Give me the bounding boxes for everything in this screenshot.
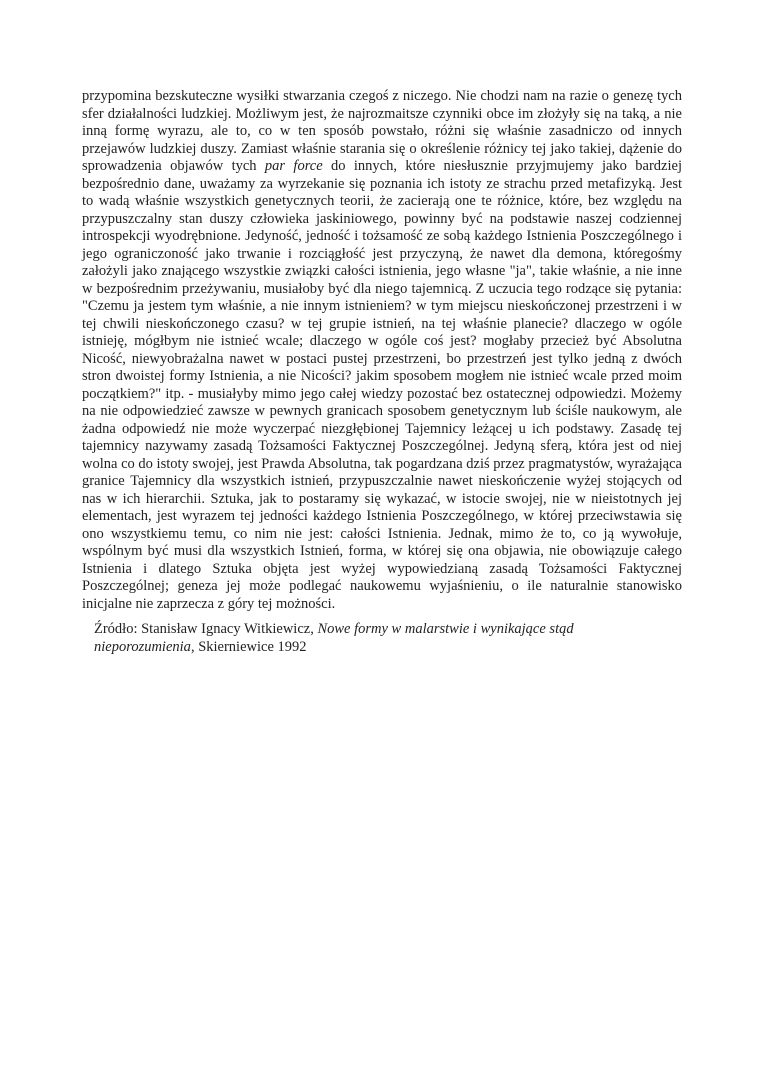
body-text-part2: do innych, które niesłusznie przyjmujemy jako bardziej bezpośrednio dane, uważamy za wyrzekanie się poznania ich istoty ze strachu przed metafizyką. Jest to wadą właśnie wszystkich genetycznych teorii, że zacierają one te różnice, które, bez względu na przypuszczalny stan duszy człowieka jaskiniowego, powinny być na podstawie naszej codziennej introspekcji wyodrębnione. Jedyność, jedność i tożsamość ze sobą każdego Istnienia Poszczególnego i jego ograniczoność jako trwanie i rozciągłość jest przyczyną, że nawet dla demona, któregośmy założyli jako znającego wszystkie związki całości istnienia, jego własne "ja", takie właśnie, a nie inne w bezpośrednim przeżywaniu, musiałoby być dla niego tajemnicą. Z uczucia tego rodzące się pytania: "Czemu ja jestem tym właśnie, a nie innym istnieniem? w tym miejscu nieskończonej przestrzeni i w tej chwili nieskończonego czasu? w tej grupie istnień, na tej właśnie planecie? dlaczego w ogóle istnieję, mógłbym nie istnieć wcale; dlaczego w ogóle coś jest? mogłaby przecież być Absolutna Nicość, niewyobrażalna nawet w postaci pustej przestrzeni, bo przestrzeń jest tylko jedną z dwóch stron dwoistej formy Istnienia, a nie Nicości? jakim sposobem mogłem nie istnieć wcale przed moim początkiem?" itp. - musiałyby mimo jego całej wiedzy pozostać bez ostatecznej odpowiedzi. Możemy na nie odpowiedzieć zawsze w pewnych granicach sposobem genetycznym lub ściśle naukowym, ale żadna odpowiedź nie może wyczerpać niezgłębionej Tajemnicy leżącej u ich podstawy. Zasadę tej tajemnicy nazywamy zasadą Tożsamości Faktycznej Poszczególnej. Jedyną sferą, która jest od niej wolna co do istoty swojej, jest Prawda Absolutna, tak pogardzana dziś przez pragmatystów, wyrażająca granice Tajemnicy dla wszystkich istnień, przypuszczalnie nawet nieskończenie wyżej stojących od nas w ich hierarchii. Sztuka, jak to postaramy się wykazać, w istocie swojej, nie w nieistotnych jej elementach, jest wyrazem tej jedności każdego Istnienia Poszczególnego, w której przeciwstawia się ono wszystkiemu temu, co nim nie jest: całości Istnienia. Jednak, mimo że to, co ją wywołuje, wspólnym być musi dla wszystkich Istnień, forma, w której się ona objawia, nie obowiązuje całego Istnienia i dlatego Sztuka objęta jest wyżej wypowiedzianą zasadą Tożsamości Faktycznej Poszczególnej; geneza jej może podlegać naukowemu wyjaśnieniu, o ile naturalnie stanowisko inicjalne nie zaprzecza z góry tej możności. bbox=[82, 158, 682, 612]
source-title: Nowe formy w malarstwie i wynikające stąd nieporozumienia bbox=[94, 621, 574, 655]
body-text-italic: par force bbox=[264, 158, 323, 174]
source-suffix: , Skierniewice 1992 bbox=[190, 638, 307, 655]
source-prefix: Źródło: Stanisław Ignacy Witkiewicz, bbox=[94, 621, 318, 637]
source-citation bbox=[94, 621, 654, 656]
body-paragraph bbox=[82, 88, 682, 613]
body-text-part1: przypomina bezskuteczne wysiłki stwarzania czegoś z niczego. Nie chodzi nam na razie o genezę tych sfer działalności ludzkiej. Możliwym jest, że najrozmaitsze czynniki obce im złożyły się na taką, a nie inną formę wyrazu, ale to, co w ten sposób powstało, różni się właśnie zasadniczo od innych przejawów ludzkiej duszy. Zamiast właśnie starania się o określenie różnicy tej jako takiej, dążenie do sprowadzenia objawów tych bbox=[82, 88, 682, 174]
document-page bbox=[82, 88, 682, 656]
